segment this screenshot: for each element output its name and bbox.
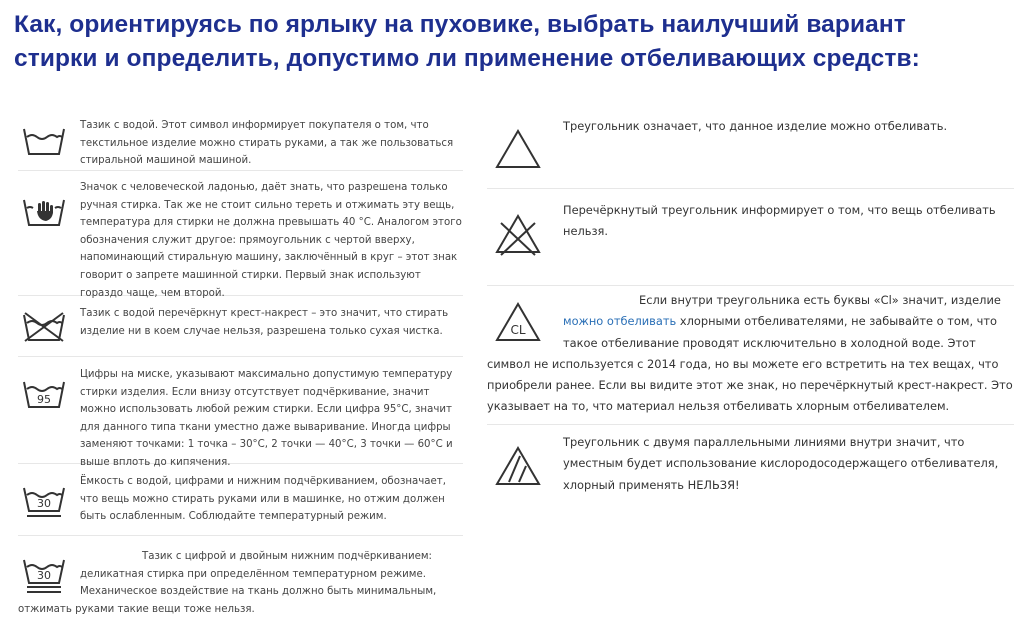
bleach-allowed-icon [495, 128, 541, 170]
wash-95-icon [22, 379, 66, 409]
bleaching-symbols-list [487, 104, 1014, 515]
svg-text:95: 95 [37, 393, 51, 406]
item-text: Ёмкость с водой, цифрами и нижним подчёркиванием, обозначает, что вещь можно стирать руками или в машинке, но отжим должен быть ослабленным. Соблюдайте температурный режим. [80, 476, 446, 523]
svg-text:CL: CL [510, 323, 526, 337]
item-text: Цифры на миске, указывают максимально допустимую температуру стирки изделия. Если внизу отсутствует подчёркивание, значит можно использовать любой режим стирки. Если цифра 95°С, значит для данного типа ткани уместно даже вываривание. Иногда цифры заменяют точками: 1 точка – 30°С, 2 точки — 40°С, 3 точки — 60°С и выше вплоть до кипячения. [80, 369, 453, 468]
chlorine-bleach-icon [495, 301, 541, 343]
item-text: Значок с человеческой ладонью, даёт знать, что разрешена только ручная стирка. Так же не стоит сильно тереть и отжимать эту вещь, температура для стирки не должна превышать 40 °С. Аналогом этого обозначения служит другое: прямоугольник с чертой вверху, напоминающий стиральную машину, заключённый в круг – этот знак говорит о запрете машинной стирки. Первый знак используют гораздо чаще, чем второй. [80, 182, 462, 299]
list-item [18, 104, 463, 171]
non-chlorine-bleach-icon [495, 445, 541, 487]
wash-30-gentle-icon [22, 486, 66, 518]
washing-symbols-list [18, 104, 463, 624]
list-item [18, 171, 463, 299]
item-text: Треугольник с двумя параллельными линиями внутри значит, что уместным будет использование кислородосодержащего отбеливателя, хлорный применять НЕЛЬЗЯ! [563, 435, 999, 492]
item-text: Треугольник означает, что данное изделие можно отбеливать. [563, 119, 948, 133]
list-item [487, 189, 1014, 286]
title-line-1: Как, ориентируясь по ярлыку на пуховике, выбрать наилучший вариант [14, 11, 906, 38]
list-item [487, 425, 1014, 515]
list-item [18, 357, 463, 468]
item-text: Тазик с цифрой и двойным нижним подчёркиванием: деликатная стирка при определённом температурном режиме. Механическое воздействие на ткань должно быть минимальным, отжимать руками такие вещи тоже нельзя. [18, 551, 437, 615]
page-title [14, 8, 1014, 76]
wash-basin-icon [22, 126, 66, 156]
list-item [487, 286, 1014, 425]
svg-text:30: 30 [37, 569, 51, 582]
item-text: Тазик с водой перечёркнут крест-накрест – это значит, что стирать изделие ни в коем случае нельзя, разрешена только сухая чистка. [80, 308, 449, 337]
do-not-wash-icon [22, 312, 66, 342]
bleach-link[interactable]: можно отбеливать [563, 314, 677, 329]
list-item [487, 104, 1014, 189]
item-text: Тазик с водой. Этот символ информирует покупателя о том, что текстильное изделие можно стирать руками, а так же пользоваться стиральной машиной машиной. [80, 120, 454, 167]
list-item [18, 464, 463, 536]
do-not-bleach-icon [495, 213, 541, 257]
svg-text:30: 30 [37, 497, 51, 510]
hand-wash-icon [22, 197, 66, 227]
item-text: Если внутри треугольника есть буквы «Cl» значит, изделие можно отбеливать хлорными отбеливателями, не забывайте о том, что такое отбеливание проводят исключительно в холодной воде. Этот символ не используется с 2014 года, но вы можете его встретить на тех вещах, что приобрели ранее. Если вы видите этот же знак, но перечёркнутый крест-накрест. Это указывает на то, что материал нельзя отбеливать хлорным отбеливателем. [487, 293, 1013, 414]
title-line-2: стирки и определить, допустимо ли применение отбеливающих средств: [14, 45, 920, 72]
list-item [18, 536, 463, 624]
list-item [18, 296, 463, 357]
wash-30-very-gentle-icon [22, 558, 66, 594]
item-text: Перечёркнутый треугольник информирует о том, что вещь отбеливать нельзя. [563, 203, 996, 239]
